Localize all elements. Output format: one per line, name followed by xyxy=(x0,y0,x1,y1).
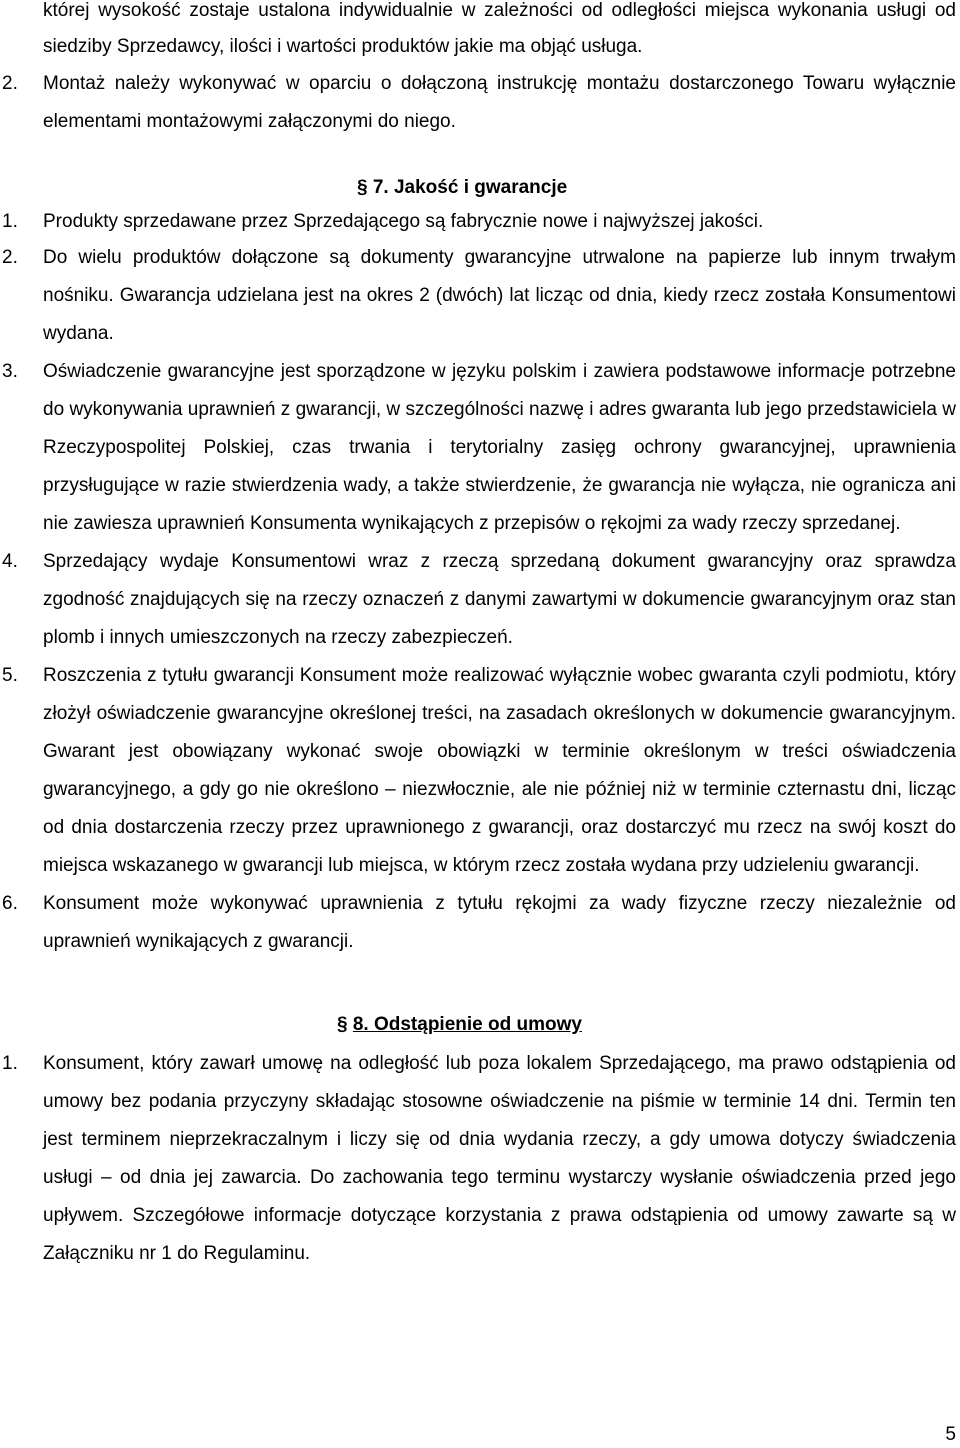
section-title: 8. Odstąpienie od umowy xyxy=(352,1014,582,1035)
list-item-text: Do wielu produktów dołączone są dokumenty gwarancyjne utrwalone na papierze lub innym trwałym nośniku. Gwarancja udzielana jest na okres 2 (dwóch) lat licząc od dnia, kiedy rzecz została Konsumentowi wydana. xyxy=(43,247,956,344)
list-item-text: Oświadczenie gwarancyjne jest sporządzone w języku polskim i zawiera podstawowe informacje potrzebne do wykonywania uprawnień z gwarancji, w szczególności nazwę i adres gwaranta lub jego przedstawiciela w Rzeczypospolitej Polskiej, czas trwania i terytorialny zasięg ochrony gwarancyjnej, uprawnienia przysługujące w razie stwierdzenia wady, a także stwierdzenie, że gwarancja nie wyłącza, nie ogranicza ani nie zawiesza uprawnień Konsumenta wynikających z przepisów o rękojmi za wady rzeczy sprzedanej. xyxy=(43,361,956,534)
page-number: 5 xyxy=(945,1424,956,1445)
list-item-number: 1. xyxy=(2,211,18,232)
list-item-number: 6. xyxy=(2,893,18,914)
list-item-6-2 xyxy=(0,65,960,141)
list-item-7-3 xyxy=(0,353,960,543)
list-item-text: Montaż należy wykonywać w oparciu o dołączoną instrukcję montażu dostarczonego Towaru wyłącznie elementami montażowymi załączonymi do niego. xyxy=(43,73,956,132)
section-7-heading xyxy=(0,171,960,205)
section-title: 7. Jakość i gwarancje xyxy=(372,177,568,198)
list-item-number: 1. xyxy=(2,1053,18,1074)
list-item-text: Sprzedający wydaje Konsumentowi wraz z rzeczą sprzedaną dokument gwarancyjny oraz sprawdza zgodność znajdujących się na rzeczy oznaczeń z danymi zawartymi w dokumencie gwarancyjnym oraz stan plomb i innych umieszczonych na rzeczy zabezpieczeń. xyxy=(43,551,956,648)
list-item-7-6 xyxy=(0,885,960,961)
list-item-7-2 xyxy=(0,239,960,353)
list-item-number: 2. xyxy=(2,247,18,268)
list-item-7-4 xyxy=(0,543,960,657)
section-sign: § xyxy=(337,1014,348,1035)
section-sign: § xyxy=(357,177,368,198)
list-item-7-1 xyxy=(0,205,960,239)
list-item-text: Produkty sprzedawane przez Sprzedającego są fabrycznie nowe i najwyższej jakości. xyxy=(43,211,764,232)
list-item-number: 5. xyxy=(2,665,18,686)
list-item-text: Konsument może wykonywać uprawnienia z tytułu rękojmi za wady fizyczne rzeczy niezależnie od uprawnień wynikających z gwarancji. xyxy=(43,893,956,952)
list-item-text: Roszczenia z tytułu gwarancji Konsument może realizować wyłącznie wobec gwaranta czyli podmiotu, który złożył oświadczenie gwarancyjne określonej treści, na zasadach określonych w dokumencie gwarancyjnym. Gwarant jest obowiązany wykonać swoje obowiązki w terminie określonym w treści oświadczenia gwarancyjnego, a gdy go nie określono – niezwłocznie, ale nie później niż w terminie czternastu dni, licząc od dnia dostarczenia rzeczy przez uprawnionego z gwarancji, oraz dostarczyć mu rzecz na swój koszt do miejsca wskazanego w gwarancji lub miejsca, w którym rzecz została wydana przy udzieleniu gwarancji. xyxy=(43,665,956,876)
list-item-number: 3. xyxy=(2,361,18,382)
list-item-number: 4. xyxy=(2,551,18,572)
continuation-paragraph: której wysokość zostaje ustalona indywidualnie w zależności od odległości miejsca wykonania usługi od siedziby Sprzedawcy, ilości i wartości produktów jakie ma objąć usługa. xyxy=(43,0,956,57)
list-item-7-5 xyxy=(0,657,960,885)
list-item-number: 2. xyxy=(2,73,18,94)
section-8-heading xyxy=(0,1005,960,1045)
list-item-8-1 xyxy=(0,1045,960,1273)
list-item-text: Konsument, który zawarł umowę na odległość lub poza lokalem Sprzedającego, ma prawo odstąpienia od umowy bez podania przyczyny składając stosowne oświadczenie na piśmie w terminie 14 dni. Termin ten jest terminem nieprzekraczalnym i liczy się od dnia wydania rzeczy, a gdy umowa dotyczy świadczenia usługi – od dnia jej zawarcia. Do zachowania tego terminu wystarczy wysłanie oświadczenia przed jego upływem. Szczegółowe informacje dotyczące korzystania z prawa odstąpienia od umowy zawarte są w Załączniku nr 1 do Regulaminu. xyxy=(43,1053,956,1264)
